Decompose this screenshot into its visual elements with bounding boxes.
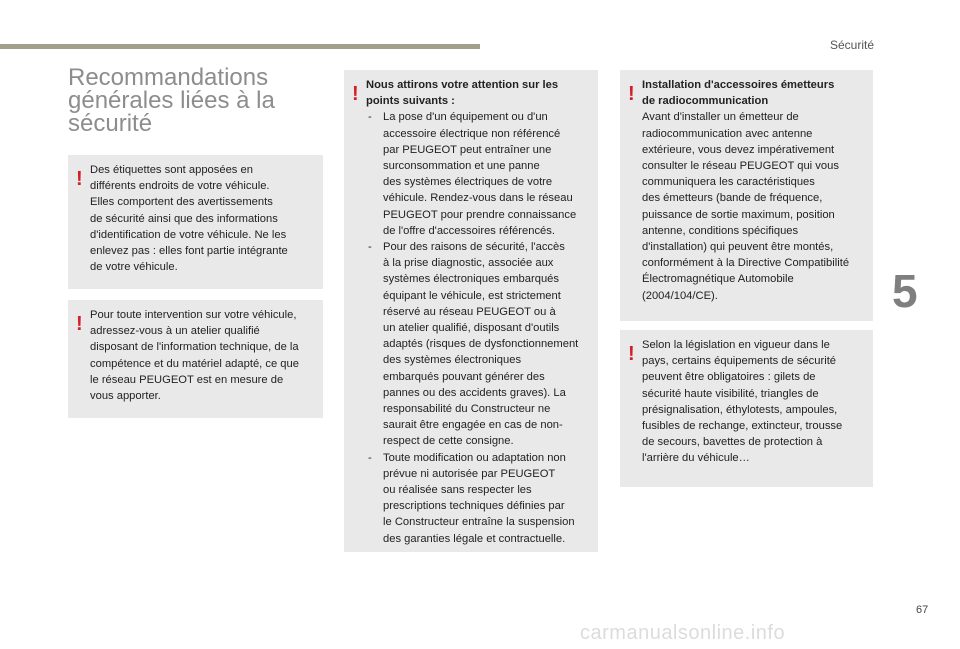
warning-icon: ! (628, 83, 635, 105)
warning-box-labels (68, 155, 323, 289)
header-rule (0, 44, 480, 49)
section-name: Sécurité (829, 38, 874, 52)
list-item: - Pour des raisons de sécurité, l'accès à la prise diagnostic, associée aux systèmes électroniques embarqués équipant le véhicule, est strictement réservé au réseau PEUGEOT ou à un atelier qualifié, disposant d'outils adaptés (risques de dysfonctionnement des systèmes électroniques embarqués pouvant générer des pannes ou des accidents graves). La responsabilité du Constructeur ne saurait être engagée en cas de non- respect de cette consigne. (366, 239, 592, 450)
warning-icon: ! (352, 83, 359, 105)
warning-box-legislation (620, 330, 873, 487)
chapter-number: 5 (892, 265, 918, 317)
box-heading: Nous attirons votre attention sur les points suivants : (366, 79, 559, 108)
warning-box-service (68, 300, 323, 418)
warning-icon: ! (76, 313, 83, 335)
box-text: Avant d'installer un émetteur de radiocommunication avec antenne extérieure, vous devez impérativement consulter le réseau PEUGEOT qui vous communiquera les caractéristiques des émetteurs (bande de fréquence, puissance de sortie maximum, position antenne, conditions spécifiques d'installation) qui peuvent être montés, conformément à la Directive Compatibilité Électromagnétique Automobile (2004/104/CE). (642, 111, 850, 302)
watermark: carmanualsonline.info (580, 622, 786, 644)
box-text: Des étiquettes sont apposées en différents endroits de votre véhicule. Elles comportent des avertissements de sécurité ainsi que des informations d'identification de votre véhicule. Ne les enlevez pas : elles font partie intégrante de votre véhicule. (90, 164, 288, 274)
warning-box-radio-accessories (620, 70, 873, 321)
warning-icon: ! (76, 168, 83, 190)
list-item: - Toute modification ou adaptation non prévue ni autorisée par PEUGEOT ou réalisée sans respecter les prescriptions techniques définies par le Constructeur entraîne la suspension des garanties légale et contractuelle. (366, 450, 592, 547)
page-number: 67 (916, 604, 929, 616)
box-text: Pour toute intervention sur votre véhicule, adressez-vous à un atelier qualifié disposant de l'information technique, de la compétence et du matériel adapté, ce que le réseau PEUGEOT est en mesure de vous apporter. (90, 309, 299, 403)
box-heading: Installation d'accessoires émetteurs de radiocommunication (642, 79, 835, 108)
box-text: Selon la législation en vigueur dans le pays, certains équipements de sécurité peuvent être obligatoires : gilets de sécurité haute visibilité, triangles de présignalisation, éthylotests, ampoules, fusibles de rechange, extincteur, trousse de secours, bavettes de protection à l'arrière du véhicule… (642, 339, 843, 465)
title-line: générales liées à la (68, 87, 275, 114)
attention-list (366, 109, 592, 546)
warning-box-attention (344, 70, 598, 552)
list-item: - La pose d'un équipement ou d'un accessoire électrique non référencé par PEUGEOT peut entraîner une surconsommation et une panne des systèmes électriques de votre véhicule. Rendez-vous dans le réseau PEUGEOT pour prendre connaissance de l'offre d'accessoires référencés. (366, 109, 592, 239)
title-line: Recommandations (68, 64, 269, 91)
page-title (68, 66, 275, 135)
title-line: sécurité (68, 110, 153, 137)
warning-icon: ! (628, 343, 635, 365)
